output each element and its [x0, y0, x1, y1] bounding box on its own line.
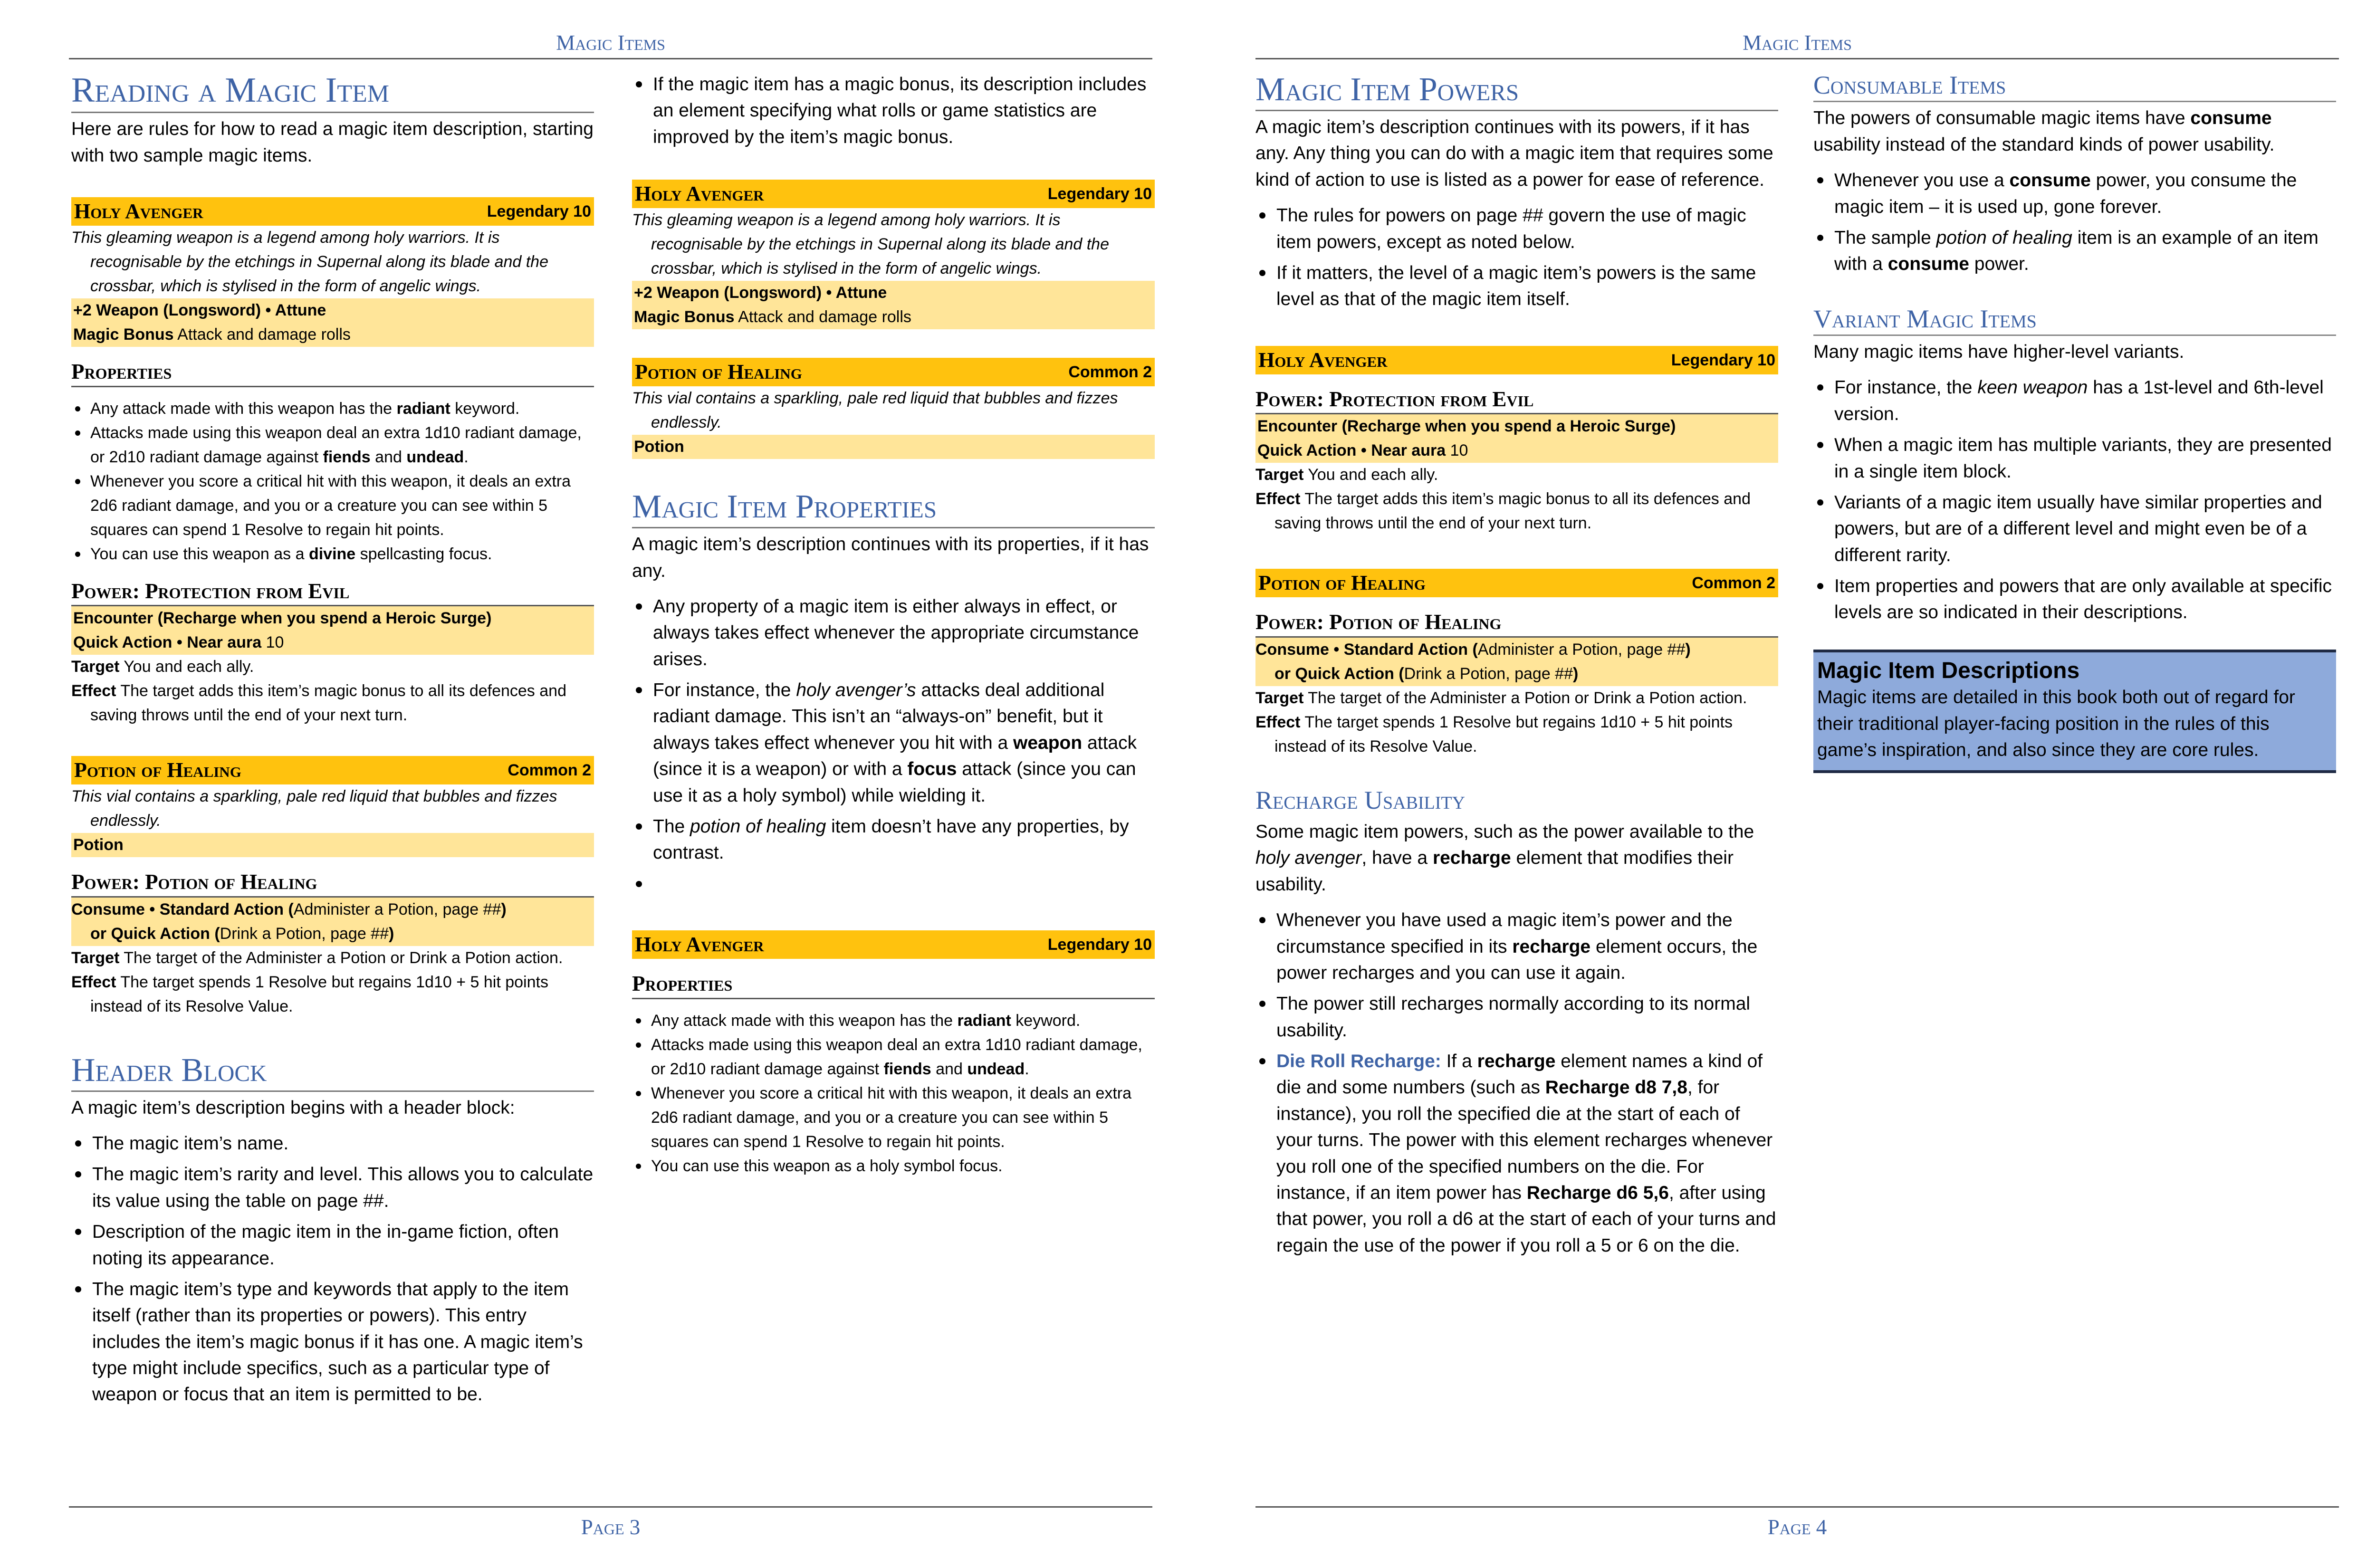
running-head: Magic Items	[69, 26, 1152, 59]
item-rarity: Legendary 10	[1047, 185, 1152, 203]
potion-block	[71, 756, 594, 857]
item-description: This gleaming weapon is a legend among holy warriors. It is recognisable by the etchings in Supernal along its blade and the crossbar, which is stylised in the form of angelic wings.	[71, 229, 549, 296]
power-usage: Encounter (Recharge when you spend a Heroic Surge)	[1255, 414, 1778, 439]
section-title-recharge: Recharge Usability	[1255, 785, 1466, 814]
item-type: +2 Weapon (Longsword) • Attune	[71, 298, 594, 323]
sidebar-text: Magic items are detailed in this book both out of regard for their traditional player-facing position in the rules of this game’s inspiration, and also since they are core rules.	[1817, 687, 2295, 761]
item-name: Holy Avenger	[635, 182, 764, 206]
item-description: This vial contains a sparkling, pale red liquid that bubbles and fizzes endlessly.	[632, 389, 1118, 432]
page3-column-1	[71, 71, 594, 1413]
recharge-intro: Some magic item powers, such as the power available to the holy avenger, have a recharge element that modifies their usability.	[1255, 822, 1754, 895]
list-item: Whenever you score a critical hit with this weapon, it deals an extra 2d6 radiant damage, and you or a creature you can see within 5 squares can spend 1 Resolve to regain hit points.	[71, 469, 594, 542]
item-name: Potion of Healing	[74, 758, 241, 782]
powers-intro: A magic item’s description continues with its powers, if it has any. Any thing you can do with a magic item that requires some kind of action to use is listed as a power for ease of reference.	[1255, 117, 1773, 190]
list-item: When a magic item has multiple variants, they are presented in a single item block.	[1813, 432, 2336, 485]
item-header	[632, 930, 1155, 959]
list-item: Die Roll Recharge: If a recharge element names a kind of die and some numbers (such as Recharge d8 7,8, for instance), you roll the specified die at the start of each of your turns. The power with this element recharges whenever you roll one of the specified numbers on the die. For instance, if an item power has Recharge d6 5,6, after using that power, you roll a d6 at the start of each of your turns and regain the use of the power if you roll a 5 or 6 on the die.	[1255, 1048, 1778, 1259]
power-usage: Encounter (Recharge when you spend a Heroic Surge)	[71, 606, 594, 631]
bonus-list	[632, 71, 1155, 150]
consumable-intro: The powers of consumable magic items have consume usability instead of the standard kinds of power usability.	[1813, 108, 2275, 155]
page4-column-1	[1255, 71, 1778, 1263]
list-item: Any property of a magic item is either always in effect, or always takes effect whenever the appropriate circumstance arises.	[632, 593, 1155, 672]
holy-avenger-block	[632, 180, 1155, 329]
list-item: You can use this weapon as a divine spellcasting focus.	[71, 542, 594, 566]
variant-list	[1813, 374, 2336, 625]
power-effect: Effect The target spends 1 Resolve but regains 1d10 + 5 hit points instead of its Resolve Value.	[1255, 713, 1733, 755]
power-target: Target You and each ally.	[1255, 466, 1438, 484]
list-item: Attacks made using this weapon deal an extra 1d10 radiant damage, or 2d10 radiant damage against fiends and undead.	[71, 421, 594, 469]
item-header	[632, 180, 1155, 208]
section-title-powers: Magic Item Powers	[1255, 71, 1778, 111]
page-4	[1196, 0, 2376, 1568]
list-item: For instance, the keen weapon has a 1st-level and 6th-level version.	[1813, 374, 2336, 427]
section-title-properties: Magic Item Properties	[632, 488, 1155, 528]
list-item: The magic item’s rarity and level. This allows you to calculate its value using the table on page ##.	[71, 1161, 594, 1214]
list-item: The rules for powers on page ## govern the use of magic item powers, except as noted below.	[1255, 202, 1778, 255]
power-usage: Consume • Standard Action (Administer a Potion, page ##) or Quick Action (Drink a Potion, page ##)	[71, 898, 594, 946]
header-list	[71, 1130, 594, 1408]
section-title-consumable: Consumable Items	[1813, 71, 2336, 102]
consumable-list	[1813, 167, 2336, 277]
list-item: Description of the magic item in the in-game fiction, often noting its appearance.	[71, 1219, 594, 1272]
power-effect: Effect The target spends 1 Resolve but regains 1d10 + 5 hit points instead of its Resolve Value.	[71, 973, 548, 1015]
item-name: Potion of Healing	[635, 360, 802, 384]
item-magic-bonus: Magic Bonus Attack and damage rolls	[632, 305, 1155, 329]
reading-intro: Here are rules for how to read a magic item description, starting with two sample magic items.	[71, 119, 594, 166]
properties-intro: A magic item’s description continues with its properties, if it has any.	[632, 534, 1149, 581]
variant-intro: Many magic items have higher-level variants.	[1813, 342, 2184, 363]
item-name: Holy Avenger	[74, 200, 203, 223]
power-block	[1255, 638, 1778, 759]
sidebar-title: Magic Item Descriptions	[1817, 658, 2080, 683]
list-item: Whenever you use a consume power, you consume the magic item – it is used up, gone forever.	[1813, 167, 2336, 220]
power-effect: Effect The target adds this item’s magic bonus to all its defences and saving throws until the end of your next turn.	[71, 682, 566, 725]
power-heading: Power: Potion of Healing	[71, 870, 594, 898]
item-rarity: Common 2	[508, 761, 591, 780]
item-rarity: Legendary 10	[1047, 936, 1152, 954]
list-item: You can use this weapon as a holy symbol focus.	[632, 1154, 1155, 1178]
item-rarity: Legendary 10	[1671, 351, 1775, 369]
properties-heading: Properties	[632, 972, 1155, 999]
item-rarity: Common 2	[1692, 574, 1775, 593]
holy-avenger-block-2	[632, 930, 1155, 959]
properties-list	[632, 1009, 1155, 1178]
properties-rules-list	[632, 593, 1155, 897]
list-item: Variants of a magic item usually have similar properties and powers, but are of a different level and might even be of a different rarity.	[1813, 489, 2336, 568]
list-item: For instance, the holy avenger’s attacks deal additional radiant damage. This isn’t an “always-on” benefit, but it always takes effect whenever you hit with a weapon attack (since it is a weapon) or with a focus attack (since you can use it as a holy symbol) while wielding it.	[632, 677, 1155, 809]
list-item: Item properties and powers that are only available at specific levels are so indicated in their descriptions.	[1813, 573, 2336, 626]
section-title-header-block: Header Block	[71, 1052, 594, 1092]
properties-heading: Properties	[71, 360, 594, 387]
list-item: Attacks made using this weapon deal an extra 1d10 radiant damage, or 2d10 radiant damage against fiends and undead.	[632, 1033, 1155, 1081]
item-name: Holy Avenger	[1258, 348, 1388, 372]
item-header	[71, 756, 594, 784]
list-item: If it matters, the level of a magic item’s powers is the same level as that of the magic item itself.	[1255, 260, 1778, 313]
section-title-reading: Reading a Magic Item	[71, 71, 594, 113]
list-item: Any attack made with this weapon has the radiant keyword.	[71, 397, 594, 421]
power-action: Quick Action • Near aura 10	[71, 631, 594, 655]
item-description: This vial contains a sparkling, pale red liquid that bubbles and fizzes endlessly.	[71, 787, 557, 830]
page4-column-2	[1813, 71, 2336, 773]
properties-list	[71, 397, 594, 566]
list-item: If the magic item has a magic bonus, its description includes an element specifying what rolls or game statistics are improved by the item’s magic bonus.	[632, 71, 1155, 150]
power-usage: Consume • Standard Action (Administer a Potion, page ##) or Quick Action (Drink a Potion, page ##)	[1255, 638, 1778, 686]
list-item-empty	[632, 871, 1155, 897]
running-head: Magic Items	[1255, 26, 2339, 59]
item-type: Potion	[632, 435, 1155, 459]
sidebar-box	[1813, 650, 2336, 773]
item-magic-bonus: Magic Bonus Attack and damage rolls	[71, 323, 594, 347]
item-header	[1255, 569, 1778, 597]
power-target: Target You and each ally.	[71, 658, 254, 676]
power-block	[71, 898, 594, 1019]
list-item: Any attack made with this weapon has the radiant keyword.	[632, 1009, 1155, 1033]
power-heading: Power: Protection from Evil	[71, 580, 594, 607]
item-type: Potion	[71, 833, 594, 857]
item-name: Potion of Healing	[1258, 571, 1426, 595]
item-name: Holy Avenger	[635, 933, 764, 956]
power-heading: Power: Protection from Evil	[1255, 388, 1778, 415]
page-number: Page 3	[69, 1506, 1152, 1543]
power-effect: Effect The target adds this item’s magic bonus to all its defences and saving throws until the end of your next turn.	[1255, 490, 1751, 533]
list-item: Whenever you score a critical hit with this weapon, it deals an extra 2d6 radiant damage, and you or a creature you can see within 5 squares can spend 1 Resolve to regain hit points.	[632, 1081, 1155, 1154]
power-target: Target The target of the Administer a Potion or Drink a Potion action.	[71, 948, 563, 967]
list-item: The magic item’s type and keywords that apply to the item itself (rather than its properties or powers). This entry includes the item’s magic bonus if it has one. A magic item’s type might include specifics, such as a particular type of weapon or focus that an item is permitted to be.	[71, 1276, 594, 1408]
list-item: The magic item’s name.	[71, 1130, 594, 1157]
item-type: +2 Weapon (Longsword) • Attune	[632, 281, 1155, 305]
page3-column-2	[632, 71, 1155, 1178]
powers-list	[1255, 202, 1778, 313]
item-header	[632, 358, 1155, 386]
power-heading: Power: Potion of Healing	[1255, 611, 1778, 638]
item-description: This gleaming weapon is a legend among holy warriors. It is recognisable by the etchings in Supernal along its blade and the crossbar, which is stylised in the form of angelic wings.	[632, 211, 1110, 278]
list-item: The sample potion of healing item is an example of an item with a consume power.	[1813, 225, 2336, 277]
power-target: Target The target of the Administer a Potion or Drink a Potion action.	[1255, 688, 1747, 707]
power-block	[1255, 414, 1778, 535]
item-rarity: Common 2	[1068, 363, 1152, 382]
header-intro: A magic item’s description begins with a header block:	[71, 1097, 515, 1118]
list-item: Whenever you have used a magic item’s power and the circumstance specified in its recharge element occurs, the power recharges and you can use it again.	[1255, 907, 1778, 986]
potion-block	[1255, 569, 1778, 597]
holy-avenger-block	[71, 197, 594, 347]
item-header	[71, 197, 594, 226]
potion-block	[632, 358, 1155, 459]
section-title-variant: Variant Magic Items	[1813, 305, 2336, 336]
list-item: The potion of healing item doesn’t have any properties, by contrast.	[632, 813, 1155, 866]
power-action: Quick Action • Near aura 10	[1255, 439, 1778, 463]
power-block	[71, 606, 594, 727]
recharge-list	[1255, 907, 1778, 1259]
item-header	[1255, 346, 1778, 374]
item-rarity: Legendary 10	[487, 202, 591, 221]
page-number: Page 4	[1255, 1506, 2339, 1543]
list-item: The power still recharges normally according to its normal usability.	[1255, 991, 1778, 1043]
holy-avenger-block	[1255, 346, 1778, 374]
